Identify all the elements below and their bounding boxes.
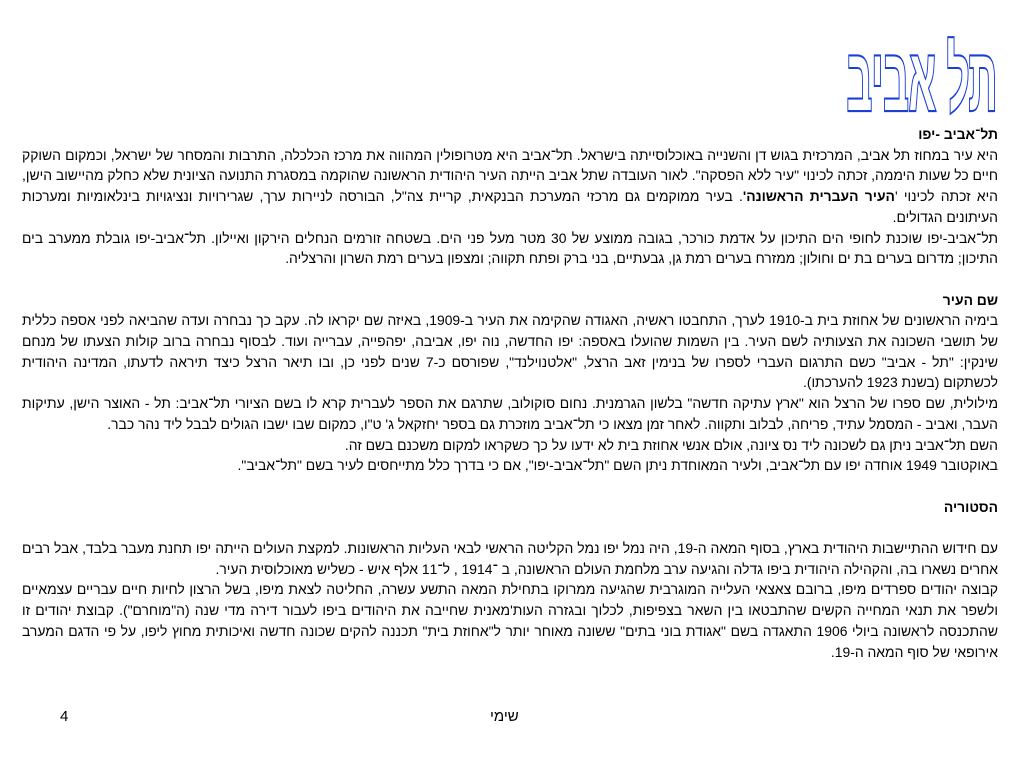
intro-p1-text: היא עיר במחוז תל אביב, המרכזית בגוש דן והשנייה באוכלוסייתה בישראל. תל־אביב היא מטרופולין המהווה את מרכז הכלכלה, התרבות והמסחר של ישראל, וכמקום השוקק חיים כל שעות היממה, זכתה לכינוי "עיר ללא הפסקה". לאור העובדה שתל אביב הייתה העיר היהודית הראשונה שהוקמה במסגרת התנועה הציונית שלא כחלק מהיישוב הישן, היא זכתה לכינוי '	[22, 146, 998, 205]
intro-paragraph-2: תל־אביב-יפו שוכנת לחופי הים התיכון על אדמת כורכר, בגובה ממוצע של 30 מטר מעל פני הים. בשטחה זורמים הנחלים הירקון ואיילון. תל־אביב-יפו גובלת ממערב בים התיכון; מדרום בערים בת ים וחולון; ממזרח בערים רמת גן, גבעתיים, בני ברק ופתח תקווה; ומצפון בערים רמת השרון והרצליה.	[22, 229, 999, 267]
name-paragraph-1: בימיה הראשונים של אחוזת בית ב-1910 לערך, התחבטו ראשיה, האגודה שהקימה את העיר ב-1909, באיזה שם יקראו לה. עקב כך נבחרה ועדה שהביאה לפני אספה כללית של תושבי השכונה את הצעותיה לשם העיר. בין השמות שהועלו באספה: יפו החדשה, נוה יפו, אביבה, יפהפייה, עברייה ועוד. לבסוף נבחרה ברוב קולות הצעתו של מנחם שינקין: "תל - אביב" כשם התרגום העברי לספרו של בנימין זאב הרצל, "אלטנוילנד", שפורסם כ-7 שנים לפני כן, ובו תיאר הרצל כיצד תיראה לדעתו, המדינה היהודית לכשתקום (בשנת 1923 להערכתו).	[22, 312, 999, 391]
history-paragraph-2: קבוצה יהודים ספרדים מיפו, ברובם צאצאי העלייה המוגרבית שהגיעה ממרוקו בתחילת המאה התשע עשרה, החליטה לצאת מיפו, בשל הרצון לחיות חיים עבריים עצמאיים ולשפר את תנאי המחייה הקשים שהתבטאו בין השאר בצפיפות, לכלוך ובגזרה העות'מאנית שחייבה את היהודים ביפו לעבור דירה מדי שנה (ה"מוחרם"). קבוצת יהודים זו שהתכנסה לראשונה ביולי 1906 התאגדה בשם "אגודת בוני בתים" ששונה מאוחר יותר ל"אחוזת בית" תכננה להקים שכונה חדשה ואיכותית מחוץ ליפו, על פי הדגם המערב אירופאי של סוף המאה ה-19.	[22, 581, 998, 660]
title-wordart	[846, 26, 998, 130]
page-number: 4	[60, 708, 69, 725]
intro-paragraph-1	[22, 145, 998, 228]
name-paragraph-2: מילולית, שם ספרו של הרצל הוא "ארץ עתיקה חדשה" בלשון הגרמנית. נחום סוקולוב, שתרגם את הספר לעברית קרא לו בשם הציורי תל־אביב: תל - האוצר הישן, עתיקות העבר, ואביב - המסמל עתיד, פריחה, לבלוב ותקווה. לאחר זמן מצאו כי תל־אביב מוזכרת גם בספר יחזקאל ג' ט"ו, כמקום שבו ישבו הגולים לבבל ליד נהר כבר.	[22, 395, 998, 432]
name-heading: שם העיר	[942, 291, 998, 308]
intro-p1-bold: העיר העברית הראשונה'	[742, 188, 895, 205]
page-title: תל אביב	[846, 30, 998, 130]
history-heading: הסטוריה	[943, 498, 998, 515]
history-paragraph-1: עם חידוש ההתיישבות היהודית בארץ, בסוף המאה ה-19, היה נמל יפו נמל הקליטה הראשי לבאי העליות הראשונות. למקצת העולים הייתה יפו תחנת מעבר בלבד, אבל רבים אחרים נשארו בה, והקהילה היהודית ביפו גדלה והגיעה ערב מלחמת העולם הראשונה, ב ־1914 , ל־11 אלף איש - כשליש מאוכלוסית העיר.	[22, 540, 998, 577]
name-paragraph-4: באוקטובר 1949 אוחדה יפו עם תל־אביב, ולעיר המאוחדת ניתן השם "תל־אביב-יפו", אם כי בדרך כלל מתייחסים לעיר בשם "תל־אביב".	[237, 457, 998, 474]
footer-author: שימי	[490, 708, 519, 725]
name-paragraph-3: השם תל־אביב ניתן גם לשכונה ליד נס ציונה, אולם אנשי אחוזת בית לא ידעו על כך כשקראו למקום משכנם בשם זה.	[344, 436, 998, 453]
intro-p1-end: . בעיר ממוקמים גם מרכזי המערכת הבנקאית, קריית צה"ל, הבורסה לניירות ערך, שגרירויות ונציגויות בינלאומיות ומערכות העיתונים הגדולים.	[22, 188, 998, 225]
article-body	[22, 124, 998, 662]
intro-heading: תל־אביב -יפו	[918, 126, 998, 142]
